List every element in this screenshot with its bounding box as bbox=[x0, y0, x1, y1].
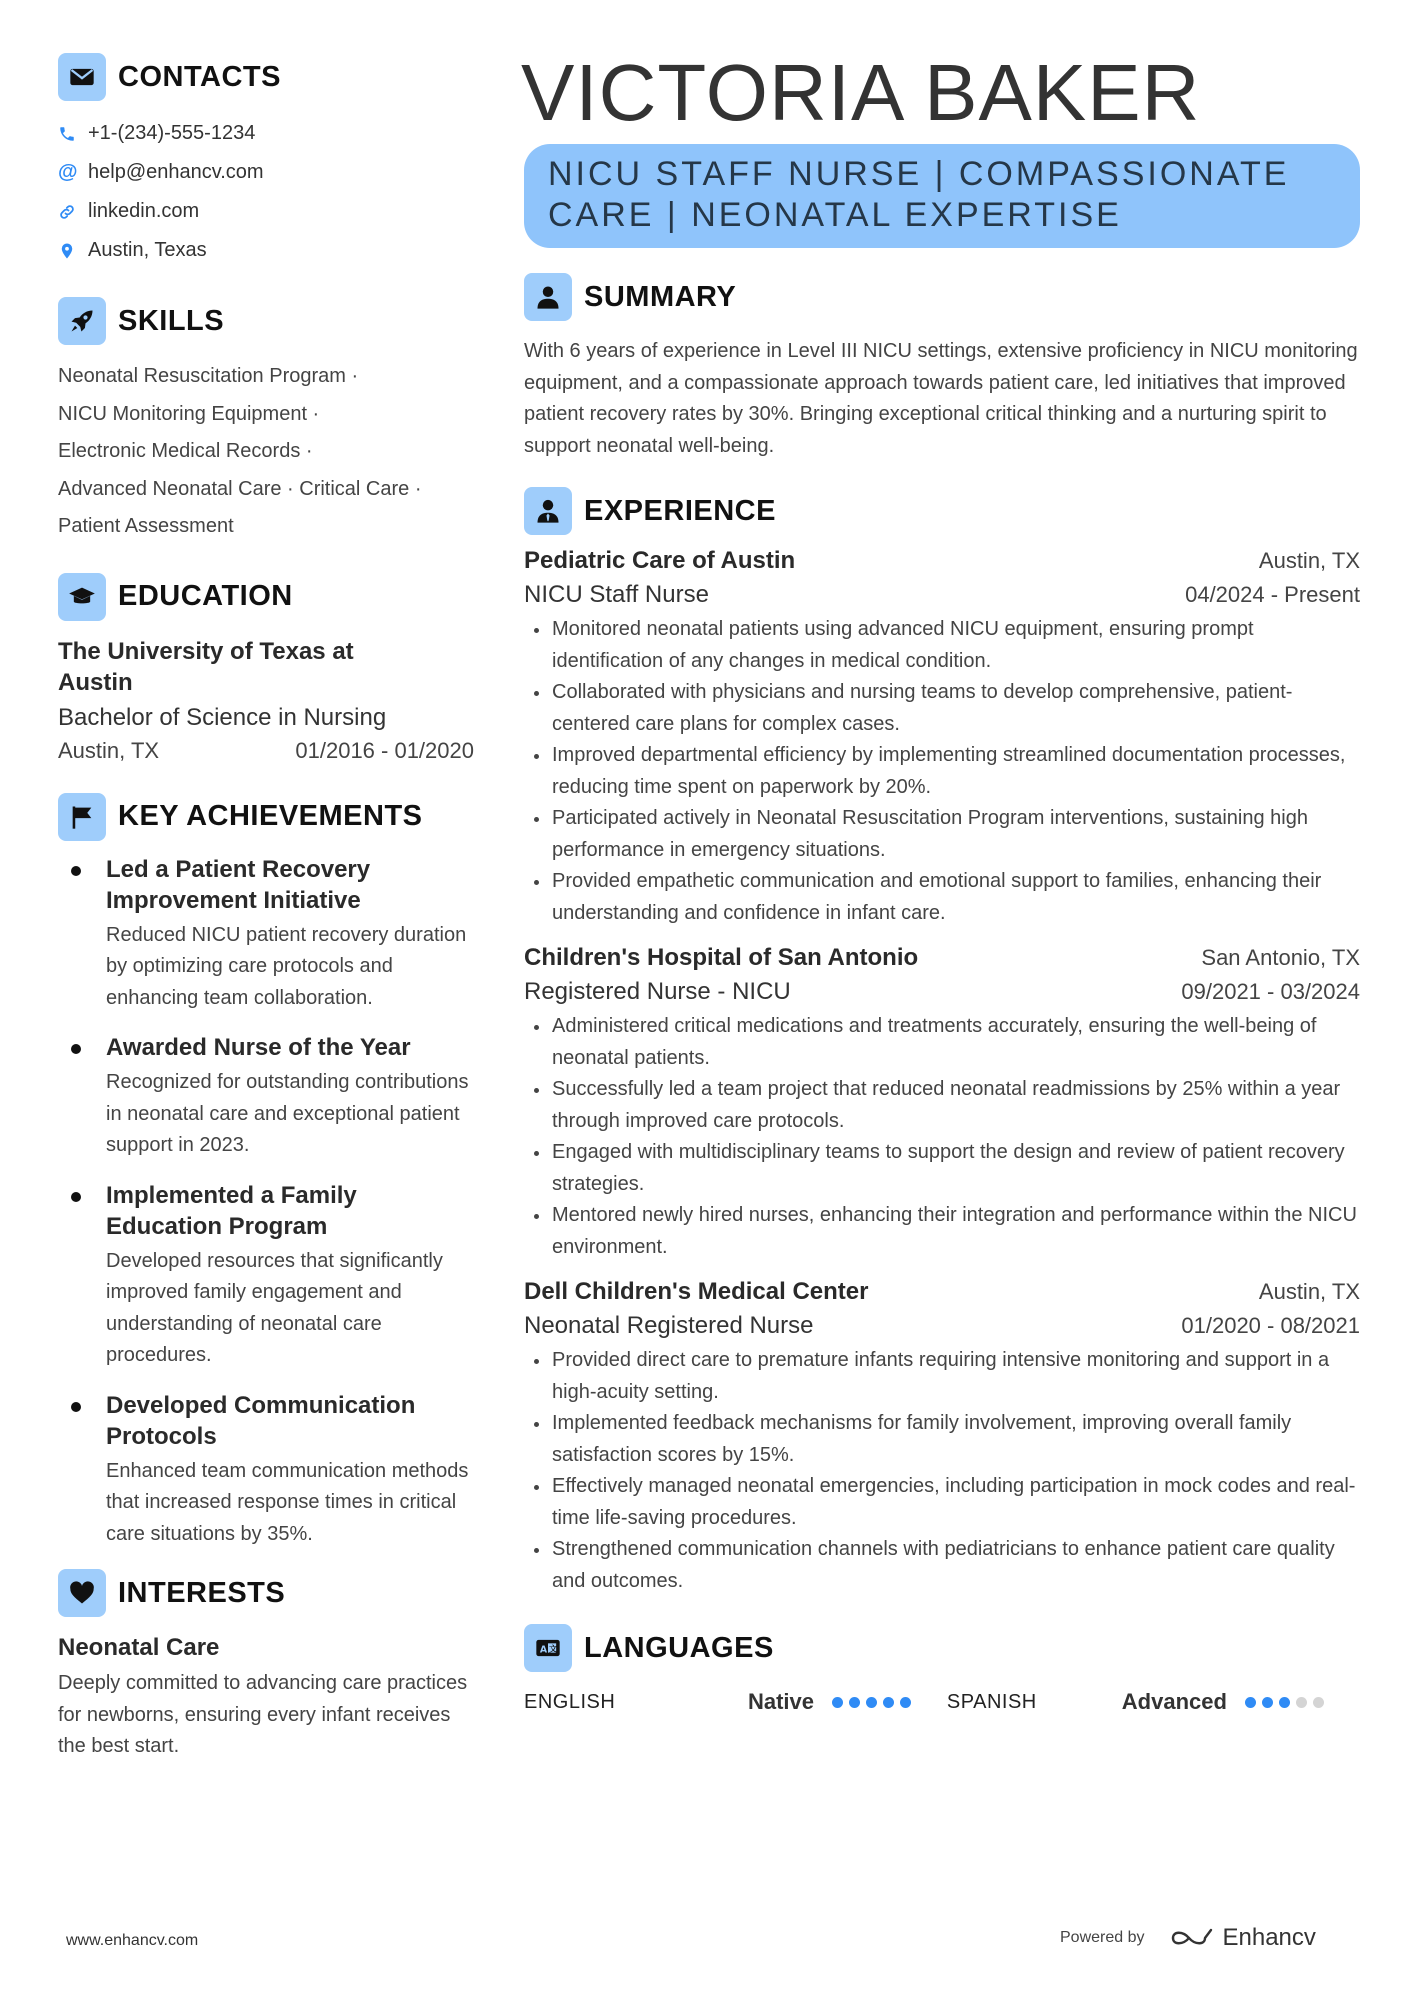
contact-location bbox=[58, 231, 478, 270]
job-location: Austin, TX bbox=[1258, 548, 1360, 573]
rocket-icon bbox=[58, 297, 106, 345]
job-role: Registered Nurse - NICU bbox=[524, 978, 791, 1005]
job-role: NICU Staff Nurse bbox=[524, 581, 709, 608]
job-location: San Antonio, TX bbox=[1201, 945, 1360, 970]
user-tie-icon bbox=[524, 487, 572, 535]
job-company: Dell Children's Medical Center bbox=[524, 1278, 869, 1305]
proficiency-dot bbox=[1245, 1697, 1256, 1708]
headline-banner bbox=[524, 144, 1360, 248]
achievement-item bbox=[58, 1032, 478, 1162]
job-bullets bbox=[524, 1345, 1360, 1597]
contact-location-text: Austin, Texas bbox=[88, 239, 207, 261]
experience-title: EXPERIENCE bbox=[584, 494, 776, 527]
edu-school-line: Austin bbox=[58, 668, 133, 696]
experience-section bbox=[524, 486, 1360, 1597]
edu-dates: 01/2016 - 01/2020 bbox=[295, 737, 474, 763]
skill-line: Patient Assessment bbox=[58, 515, 234, 537]
bullet-icon bbox=[71, 1044, 81, 1054]
education-section bbox=[58, 572, 478, 766]
language-name: ENGLISH bbox=[524, 1690, 616, 1713]
interest-title: Neonatal Care bbox=[58, 1634, 220, 1661]
bullet-icon bbox=[71, 1402, 81, 1412]
skill-line: Advanced Neonatal Care · Critical Care · bbox=[58, 477, 422, 500]
skills-section bbox=[58, 296, 478, 546]
experience-header bbox=[524, 486, 1360, 536]
contact-email-text: help@enhancv.com bbox=[88, 161, 264, 183]
skill-line: Neonatal Resuscitation Program · bbox=[58, 365, 359, 387]
job-bullet: Engaged with multidisciplinary teams to support the design and review of patient recovery strategies. bbox=[524, 1137, 1360, 1200]
edu-meta bbox=[58, 736, 474, 766]
achievement-desc: Recognized for outstanding contributions in neonatal care and exceptional patient support in 2023. bbox=[106, 1071, 469, 1156]
skills-title: SKILLS bbox=[118, 304, 225, 337]
job-bullet: Monitored neonatal patients using advanced NICU equipment, ensuring prompt identification of any changes in medical condition. bbox=[524, 614, 1360, 677]
svg-text:文: 文 bbox=[549, 1643, 558, 1654]
summary-text: With 6 years of experience in Level III NICU settings, extensive proficiency in NICU monitoring equipment, and a compassionate approach towards patient care, led initiatives that improved patient recovery rates by 30%. Bringing exceptional critical thinking and a nurturing spirit to support neonatal well-being. bbox=[524, 340, 1358, 457]
language-item bbox=[524, 1687, 947, 1717]
phone-icon bbox=[58, 125, 88, 143]
link-icon bbox=[58, 203, 88, 221]
interest-desc: Deeply committed to advancing care practices for newborns, ensuring every infant receives the best start. bbox=[58, 1672, 468, 1757]
left-column bbox=[58, 52, 478, 1763]
job-bullet: Effectively managed neonatal emergencies, including participation in mock codes and real-time life-saving procedures. bbox=[524, 1471, 1360, 1534]
skill-line: Electronic Medical Records · bbox=[58, 440, 313, 462]
language-proficiency-dots bbox=[832, 1697, 917, 1708]
edu-degree: Bachelor of Science in Nursing bbox=[58, 703, 387, 731]
headline-line: CARE | NEONATAL EXPERTISE bbox=[548, 196, 1122, 234]
skills-list bbox=[58, 358, 478, 546]
job-bullet: Implemented feedback mechanisms for family involvement, improving overall family satisfaction scores by 15%. bbox=[524, 1408, 1360, 1471]
languages-title: LANGUAGES bbox=[584, 1631, 774, 1664]
interests-title: INTERESTS bbox=[118, 1576, 286, 1609]
job-bullet: Strengthened communication channels with pediatricians to enhance patient care quality and outcomes. bbox=[524, 1534, 1360, 1597]
summary-title: SUMMARY bbox=[584, 280, 737, 313]
envelope-icon bbox=[58, 53, 106, 101]
contact-linkedin-text: linkedin.com bbox=[88, 200, 200, 222]
brand-name: Enhancv bbox=[1222, 1924, 1316, 1951]
job-entry bbox=[524, 1275, 1360, 1597]
job-bullet: Successfully led a team project that reduced neonatal readmissions by 25% within a year through improved care protocols. bbox=[524, 1074, 1360, 1137]
achievement-title: Awarded Nurse of the Year bbox=[106, 1034, 411, 1061]
achievement-item bbox=[58, 1390, 478, 1551]
graduation-cap-icon bbox=[58, 573, 106, 621]
job-bullet: Provided direct care to premature infants requiring intensive monitoring and support in a high-acuity setting. bbox=[524, 1345, 1360, 1408]
bullet-icon bbox=[71, 866, 81, 876]
job-role: Neonatal Registered Nurse bbox=[524, 1312, 814, 1339]
summary-header bbox=[524, 272, 1360, 322]
proficiency-dot bbox=[832, 1697, 843, 1708]
job-dates: 09/2021 - 03/2024 bbox=[1181, 979, 1360, 1004]
contact-email[interactable] bbox=[58, 153, 478, 192]
edu-school bbox=[58, 636, 478, 698]
achievement-title: Developed Communication Protocols bbox=[106, 1391, 416, 1450]
achievements-section bbox=[58, 792, 478, 1551]
proficiency-dot bbox=[1262, 1697, 1273, 1708]
proficiency-dot bbox=[1279, 1697, 1290, 1708]
edu-school-line: The University of Texas at bbox=[58, 637, 354, 665]
job-bullet: Collaborated with physicians and nursing teams to develop comprehensive, patient-centered care plans for complex cases. bbox=[524, 677, 1360, 740]
flag-icon bbox=[58, 793, 106, 841]
achievement-desc: Reduced NICU patient recovery duration by optimizing care protocols and enhancing team collaboration. bbox=[106, 923, 467, 1009]
job-bullet: Improved departmental efficiency by implementing streamlined documentation processes, reducing time spent on paperwork by 20%. bbox=[524, 740, 1360, 803]
job-bullet: Administered critical medications and treatments accurately, ensuring the well-being of neonatal patients. bbox=[524, 1011, 1360, 1074]
contacts-header bbox=[58, 52, 478, 102]
powered-by-text: Powered by bbox=[1060, 1929, 1145, 1946]
language-level: Native bbox=[747, 1689, 814, 1714]
language-level: Advanced bbox=[1121, 1689, 1227, 1714]
proficiency-dot bbox=[866, 1697, 877, 1708]
achievement-title: Led a Patient Recovery Improvement Initiative bbox=[106, 855, 371, 914]
job-bullets bbox=[524, 614, 1360, 929]
right-column bbox=[521, 48, 1360, 1717]
contact-phone-text: +1-(234)-555-1234 bbox=[88, 122, 256, 144]
job-dates: 01/2020 - 08/2021 bbox=[1181, 1313, 1360, 1338]
achievement-title: Implemented a Family Education Program bbox=[106, 1181, 357, 1240]
user-icon bbox=[524, 273, 572, 321]
interests-section bbox=[58, 1568, 478, 1763]
contact-phone[interactable] bbox=[58, 114, 478, 153]
achievement-item bbox=[58, 854, 478, 1015]
achievement-item bbox=[58, 1180, 478, 1372]
contacts-section bbox=[58, 52, 478, 270]
contacts-title: CONTACTS bbox=[118, 60, 281, 93]
language-item bbox=[947, 1687, 1360, 1717]
job-location: Austin, TX bbox=[1258, 1279, 1360, 1304]
job-bullet: Participated actively in Neonatal Resuscitation Program interventions, sustaining high performance in emergency situations. bbox=[524, 803, 1360, 866]
job-bullet: Mentored newly hired nurses, enhancing their integration and performance within the NICU environment. bbox=[524, 1200, 1360, 1263]
education-title: EDUCATION bbox=[118, 580, 293, 612]
proficiency-dot bbox=[883, 1697, 894, 1708]
language-name: SPANISH bbox=[946, 1690, 1037, 1713]
svg-text:A: A bbox=[539, 1644, 548, 1656]
proficiency-dot bbox=[900, 1697, 911, 1708]
interests-header bbox=[58, 1568, 478, 1618]
proficiency-dot bbox=[849, 1697, 860, 1708]
achievement-desc: Enhanced team communication methods that increased response times in critical care situations by 35%. bbox=[106, 1459, 469, 1545]
location-pin-icon bbox=[58, 242, 88, 260]
achievements-title: KEY ACHIEVEMENTS bbox=[118, 800, 423, 832]
skills-header bbox=[58, 296, 478, 346]
edu-location: Austin, TX bbox=[58, 737, 160, 763]
job-company: Children's Hospital of San Antonio bbox=[524, 944, 919, 971]
job-bullets bbox=[524, 1011, 1360, 1263]
language-proficiency-dots bbox=[1245, 1697, 1330, 1708]
job-entry bbox=[524, 941, 1360, 1263]
footer-branding bbox=[1060, 1924, 1316, 1952]
translate-icon bbox=[524, 1624, 572, 1672]
proficiency-dot bbox=[1313, 1697, 1324, 1708]
languages-section bbox=[524, 1623, 1360, 1717]
job-dates: 04/2024 - Present bbox=[1185, 582, 1360, 607]
job-entry bbox=[524, 544, 1360, 929]
achievements-header bbox=[58, 792, 478, 842]
proficiency-dot bbox=[1296, 1697, 1307, 1708]
footer-website[interactable]: www.enhancv.com bbox=[66, 1932, 199, 1949]
contact-linkedin[interactable] bbox=[58, 192, 478, 231]
job-company: Pediatric Care of Austin bbox=[524, 547, 796, 574]
headline-line: NICU STAFF NURSE | COMPASSIONATE bbox=[548, 155, 1290, 193]
achievement-desc: Developed resources that significantly improved family engagement and understanding of neonatal care procedures. bbox=[106, 1249, 443, 1366]
job-bullet: Provided empathetic communication and emotional support to families, enhancing their understanding and confidence in infant care. bbox=[524, 866, 1360, 929]
heart-icon bbox=[58, 1569, 106, 1617]
candidate-name: VICTORIA BAKER bbox=[521, 48, 1201, 137]
at-icon: @ bbox=[58, 161, 78, 183]
skill-line: NICU Monitoring Equipment · bbox=[58, 402, 320, 425]
summary-section bbox=[524, 272, 1360, 462]
education-header bbox=[58, 572, 478, 622]
bullet-icon bbox=[71, 1192, 81, 1202]
enhancv-logo-icon bbox=[1169, 1926, 1215, 1950]
languages-header bbox=[524, 1623, 1360, 1673]
